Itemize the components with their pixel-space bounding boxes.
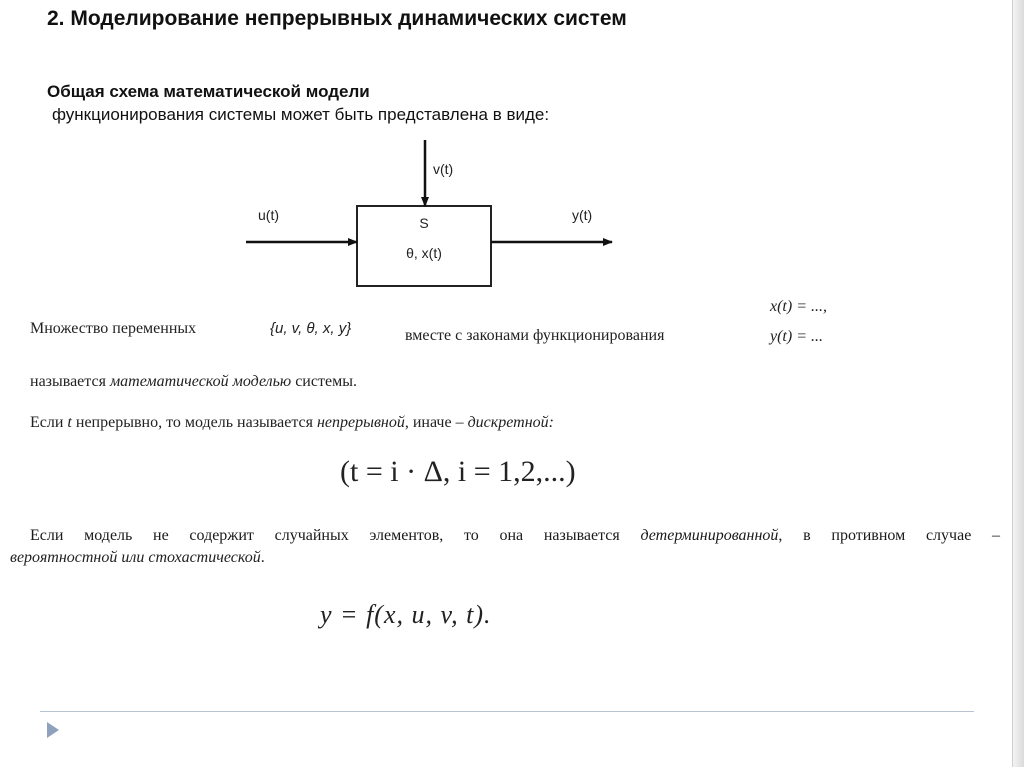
called-suffix: системы.: [291, 373, 357, 390]
footer-divider: [40, 711, 974, 712]
slide-frame-edge: [1012, 0, 1024, 767]
det-text: Если модель не содержит случайных элементов, то она называется: [30, 527, 620, 544]
law-x-formula: x(t) = ...,: [770, 298, 827, 315]
discrete-formula: (t = i · Δ, i = 1,2,...): [340, 455, 576, 488]
section-heading: Общая схема математической модели: [47, 82, 370, 101]
discrete-term: дискретной:: [467, 414, 554, 431]
section-subheading: функционирования системы может быть представлена в виде:: [52, 105, 550, 124]
input-label: u(t): [258, 207, 279, 223]
cont-t: t: [67, 414, 72, 431]
system-block-diagram: [240, 140, 620, 300]
deterministic-line: [30, 527, 1000, 545]
variables-set: {u, v, θ, x, y}: [270, 320, 352, 337]
block-params: θ, x(t): [406, 245, 442, 261]
output-function-formula: y = f(x, u, v, t).: [320, 600, 492, 629]
model-definition-line: [30, 373, 357, 391]
together-text: вместе с законами функционирования: [405, 327, 665, 344]
called-prefix: называется: [30, 373, 110, 390]
block-label: S: [419, 215, 429, 231]
slide-title: 2. Моделирование непрерывных динамических систем: [47, 7, 627, 30]
continuous-term: непрерывной: [316, 414, 405, 431]
disturbance-label: v(t): [433, 161, 454, 177]
stochastic-term: вероятностной или стохастической: [10, 549, 261, 566]
output-label: y(t): [572, 207, 593, 223]
stoch-dot: .: [260, 549, 265, 566]
continuity-line: [30, 414, 554, 432]
cont-mid2: , иначе –: [404, 414, 468, 431]
set-prefix-text: Множество переменных: [30, 320, 197, 337]
deterministic-term: детерминированной: [640, 527, 779, 544]
stochastic-line: [10, 549, 265, 567]
next-slide-arrow-icon[interactable]: [47, 722, 59, 738]
math-model-term: математической моделью: [109, 373, 292, 390]
law-y-formula: y(t) = ...: [770, 328, 823, 345]
cont-if: Если: [30, 414, 68, 431]
det-tail: , в противном случае –: [778, 527, 1001, 544]
cont-mid: непрерывно, то модель называется: [71, 414, 317, 431]
